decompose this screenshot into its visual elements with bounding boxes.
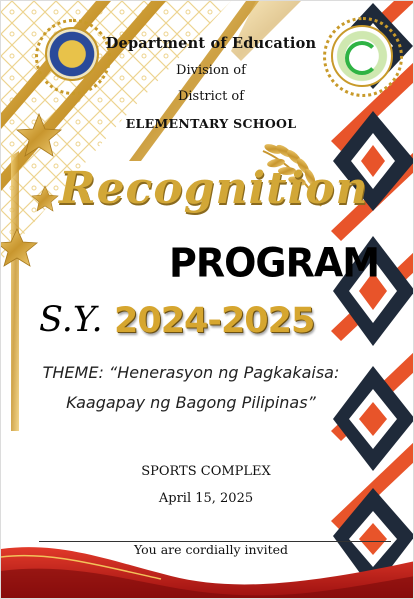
division-name: Division of [176, 63, 246, 78]
venue-name: SPORTS COMPLEX [141, 464, 271, 479]
theme-line-1: THEME: “Henerasyon ng Pagkakaisa: [42, 363, 340, 382]
recognition-title: Recognition [59, 163, 369, 214]
department-name: Department of Education [105, 35, 317, 52]
district-name: District of [177, 89, 245, 104]
theme-line-2: Kaagapay ng Bagong Pilipinas” [66, 393, 316, 412]
school-name: ELEMENTARY SCHOOL [125, 116, 297, 131]
school-year-value: 2024-2025 [114, 301, 315, 341]
school-year-label: S.Y. [39, 300, 103, 340]
gold-band [11, 151, 19, 431]
invite-text: You are cordially invited [133, 542, 289, 557]
event-date: April 15, 2025 [158, 491, 254, 506]
program-title: PROGRAM [169, 239, 380, 287]
